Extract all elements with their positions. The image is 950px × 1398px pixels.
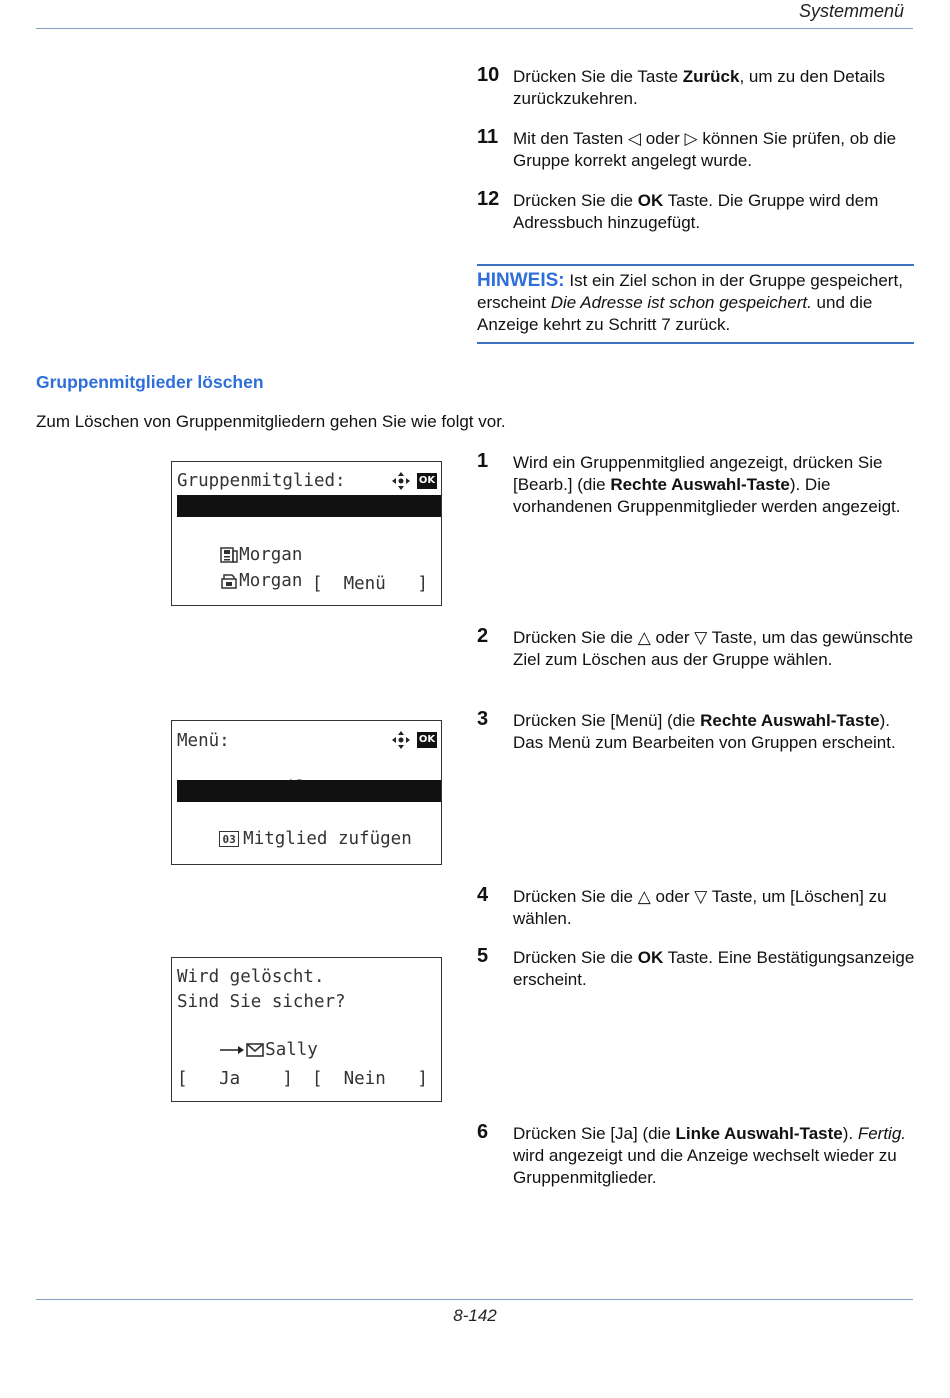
lcd-menu-item[interactable] <box>177 755 306 777</box>
step-12 <box>477 190 917 234</box>
step-1 <box>477 452 917 518</box>
lcd-softkey-right[interactable]: [ Menü ] <box>312 574 428 594</box>
step-number: 4 <box>477 884 489 906</box>
arrow-right-icon <box>219 1042 245 1058</box>
running-header-section: Systemmenü <box>798 1 904 21</box>
lcd-menu-item-selected[interactable] <box>177 780 441 823</box>
step-11 <box>477 128 917 172</box>
step-text: Drücken Sie die △ oder ▽ Taste, um das gewünschte Ziel zum Löschen aus der Gruppe wählen. <box>513 628 914 669</box>
step-3 <box>477 710 917 754</box>
email-icon <box>245 1042 265 1058</box>
ok-icon: OK <box>417 732 437 748</box>
lcd-target-row <box>177 1017 318 1060</box>
menu-number-badge: 03 <box>219 831 239 847</box>
lcd-item-label: Sally <box>239 518 292 538</box>
page-number: 8-142 <box>453 1306 497 1325</box>
step-number: 12 <box>477 188 500 210</box>
step-text: Drücken Sie [Ja] (die Linke Auswahl-Taste). Fertig. wird angezeigt und die Anzeige wechselt wieder zu Gruppenmitglieder. <box>513 1124 907 1187</box>
step-text: Drücken Sie die △ oder ▽ Taste, um [Löschen] zu wählen. <box>513 887 887 928</box>
footer-rule <box>36 1299 913 1300</box>
menu-number-badge: 02 <box>219 805 239 821</box>
step-text: Drücken Sie die Taste Zurück, um zu den Details zurückzukehren. <box>513 67 885 108</box>
lcd-line-2: Sind Sie sicher? <box>177 992 346 1012</box>
lcd-item-label: Mitglied zufügen <box>243 829 412 849</box>
lcd-list-item[interactable] <box>177 548 303 591</box>
step-text: Wird ein Gruppenmitglied angezeigt, drücken Sie [Bearb.] (die Rechte Auswahl-Taste). Die vorhandenen Gruppenmitglieder werden angezeigt. <box>513 453 901 516</box>
lcd-item-label: Morgan <box>239 571 303 591</box>
lcd-softkey-left[interactable]: [ Ja ] <box>177 1069 293 1089</box>
lcd-target-label: Sally <box>265 1040 318 1060</box>
lcd-line-1: Wird gelöscht. <box>177 967 325 987</box>
lcd-item-label: Löschen <box>243 803 317 823</box>
lcd-list-item[interactable] <box>177 522 303 565</box>
step-number: 5 <box>477 945 489 967</box>
step-text: Mit den Tasten ◁ oder ▷ können Sie prüfen, ob die Gruppe korrekt angelegt wurde. <box>513 129 897 170</box>
lcd-menu-item[interactable] <box>177 806 412 849</box>
step-number: 11 <box>477 126 499 148</box>
lcd-list-item-selected[interactable] <box>177 495 441 538</box>
four-way-arrow-icon <box>391 471 411 491</box>
step-number: 6 <box>477 1121 489 1143</box>
section-title: Gruppenmitglieder löschen <box>36 372 264 392</box>
step-number: 1 <box>477 450 489 472</box>
step-6 <box>477 1123 917 1189</box>
step-text: Drücken Sie die OK Taste. Eine Bestätigungsanzeige erscheint. <box>513 948 915 989</box>
lcd-screen-menu <box>171 720 442 865</box>
note-text: Ist ein Ziel schon in der Gruppe gespeichert, erscheint Die Adresse ist schon gespeichert. und die Anzeige kehrt zu Schritt 7 zurück. <box>477 271 903 334</box>
step-number: 3 <box>477 708 489 730</box>
step-10 <box>477 66 917 110</box>
step-number: 2 <box>477 625 489 647</box>
section-intro: Zum Löschen von Gruppenmitgliedern gehen Sie wie folgt vor. <box>36 412 506 431</box>
step-4 <box>477 886 917 930</box>
ok-icon: OK <box>417 473 437 489</box>
note-label: HINWEIS: <box>477 270 565 291</box>
step-text: Drücken Sie [Menü] (die Rechte Auswahl-Taste). Das Menü zum Bearbeiten von Gruppen erscheint. <box>513 711 896 752</box>
four-way-arrow-icon <box>391 730 411 750</box>
lcd-title: Gruppenmitglied: <box>177 471 346 491</box>
step-5 <box>477 947 917 991</box>
lcd-screen-confirm-delete <box>171 957 442 1102</box>
step-2 <box>477 627 917 671</box>
step-text: Drücken Sie die OK Taste. Die Gruppe wird dem Adressbuch hinzugefügt. <box>513 191 879 232</box>
header-rule <box>36 28 913 29</box>
lcd-screen-group-members <box>171 461 442 606</box>
lcd-item-label: Morgan <box>239 545 303 565</box>
lcd-title: Menü: <box>177 731 230 751</box>
note-box <box>477 264 914 344</box>
step-number: 10 <box>477 64 500 86</box>
lcd-softkey-right[interactable]: [ Nein ] <box>312 1069 428 1089</box>
folder-icon <box>219 573 239 589</box>
